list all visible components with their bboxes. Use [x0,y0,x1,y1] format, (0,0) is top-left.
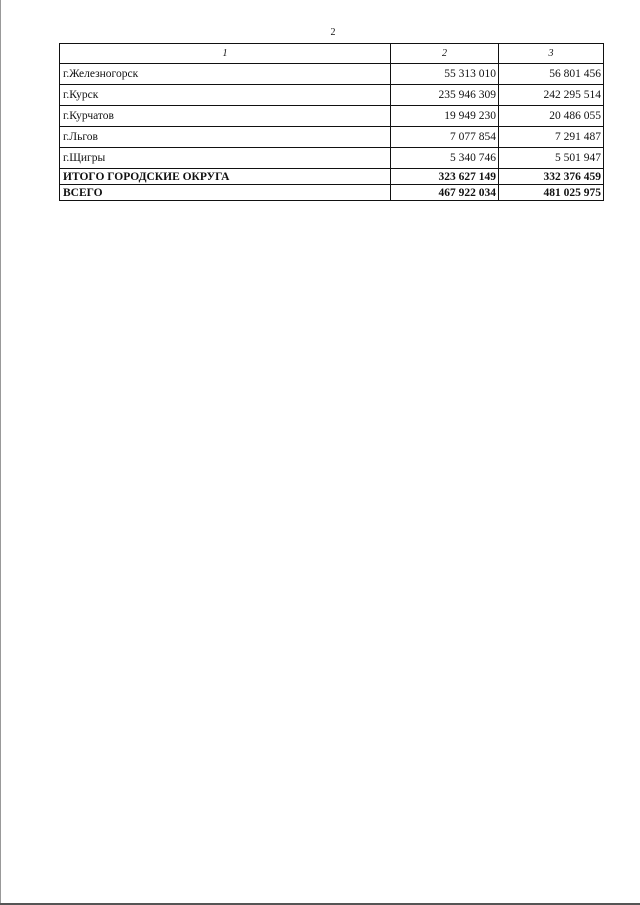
table-row [60,64,604,85]
table-row [60,148,604,169]
municipality-name: г.Льгов [60,127,391,148]
scan-left-edge [0,0,1,905]
value-col3: 20 486 055 [499,106,604,127]
subtotal-label: ИТОГО ГОРОДСКИЕ ОКРУГА [60,169,391,185]
table-row [60,85,604,106]
budget-table [59,43,604,201]
subtotal-col2: 323 627 149 [391,169,499,185]
grand-total-label: ВСЕГО [60,185,391,201]
municipality-name: г.Железногорск [60,64,391,85]
table-header-row [60,44,604,64]
value-col2: 235 946 309 [391,85,499,106]
column-header-1: 1 [60,44,391,64]
value-col3: 56 801 456 [499,64,604,85]
column-header-2: 2 [391,44,499,64]
table-row [60,106,604,127]
value-col3: 242 295 514 [499,85,604,106]
municipality-name: г.Курск [60,85,391,106]
grand-total-row [60,185,604,201]
value-col3: 5 501 947 [499,148,604,169]
value-col2: 7 077 854 [391,127,499,148]
value-col2: 19 949 230 [391,106,499,127]
municipality-name: г.Курчатов [60,106,391,127]
subtotal-row [60,169,604,185]
value-col3: 7 291 487 [499,127,604,148]
value-col2: 55 313 010 [391,64,499,85]
table-row [60,127,604,148]
municipality-name: г.Щигры [60,148,391,169]
value-col2: 5 340 746 [391,148,499,169]
page-number: 2 [330,27,336,38]
subtotal-col3: 332 376 459 [499,169,604,185]
column-header-3: 3 [499,44,604,64]
grand-total-col2: 467 922 034 [391,185,499,201]
grand-total-col3: 481 025 975 [499,185,604,201]
